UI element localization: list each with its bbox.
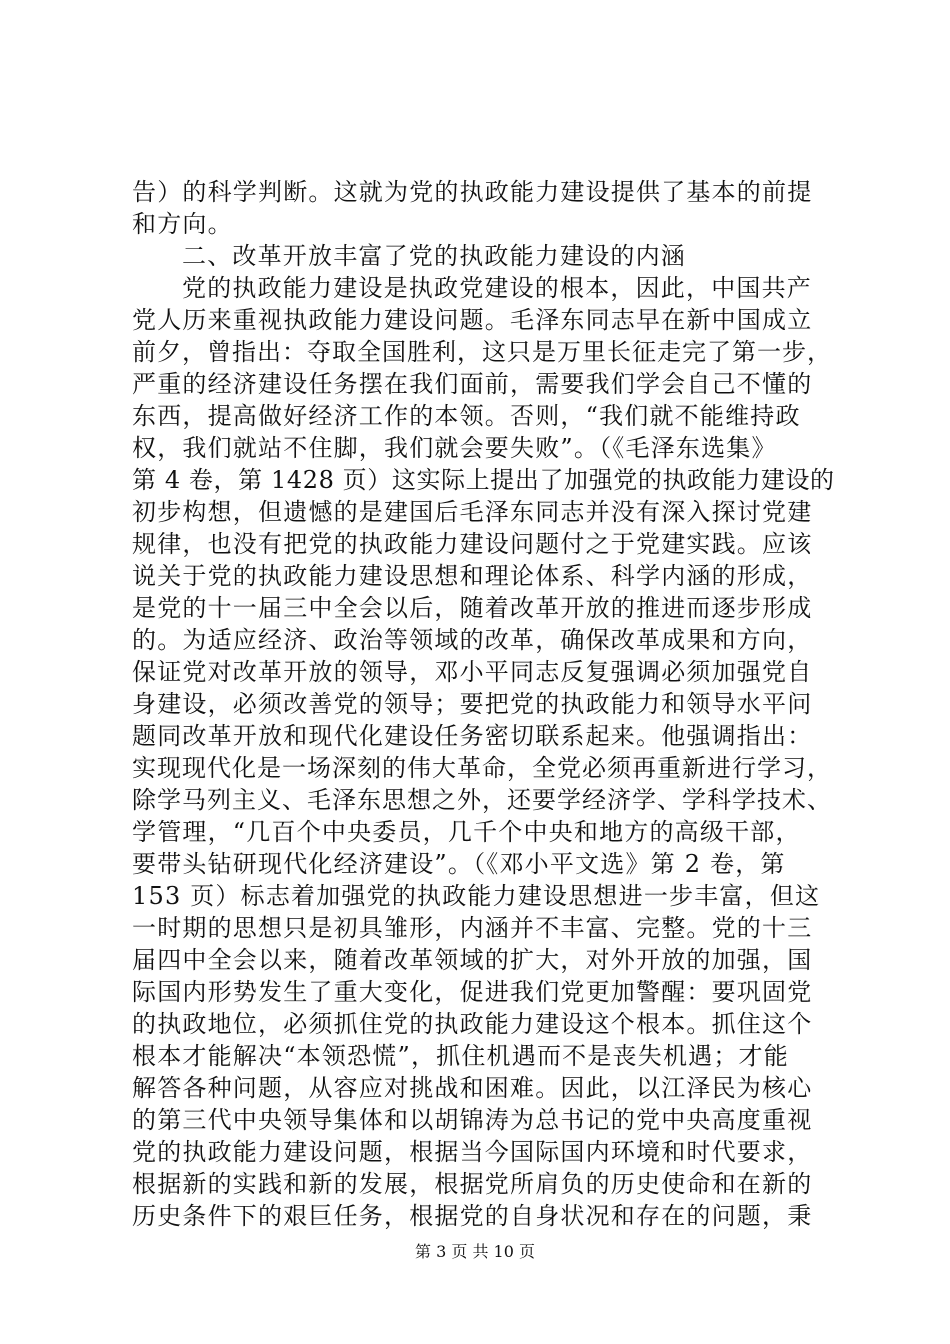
text-line: 除学马列主义、毛泽东思想之外，还要学经济学、学科学技术、 <box>132 786 832 814</box>
text-line: 届四中全会以来，随着改革领域的扩大，对外开放的加强，国 <box>132 946 813 974</box>
text-line: 的第三代中央领导集体和以胡锦涛为总书记的党中央高度重视 <box>132 1106 813 1134</box>
text-line: 严重的经济建设任务摆在我们面前，需要我们学会自己不懂的 <box>132 370 813 398</box>
text-line: 和方向。 <box>132 210 233 238</box>
text-line: 根据新的实践和新的发展，根据党所肩负的历史使命和在新的 <box>132 1170 813 1198</box>
text-line: 历史条件下的艰巨任务，根据党的自身状况和存在的问题，秉 <box>132 1202 813 1230</box>
text-line: 根本才能解决“本领恐慌”，抓住机遇而不是丧失机遇；才能 <box>132 1042 789 1070</box>
section-heading: 二、改革开放丰富了党的执政能力建设的内涵 <box>182 242 686 270</box>
text-line: 东西，提高做好经济工作的本领。否则，“我们就不能维持政 <box>132 402 801 430</box>
text-line: 规律，也没有把党的执政能力建设问题付之于党建实践。应该 <box>132 530 813 558</box>
text-line: 说关于党的执政能力建设思想和理论体系、科学内涵的形成， <box>132 562 813 590</box>
text-line: 实现现代化是一场深刻的伟大革命，全党必须再重新进行学习， <box>132 754 832 782</box>
text-line: 要带头钻研现代化经济建设”。（《邓小平文选》第 2 卷，第 <box>132 850 786 878</box>
text-line: 题同改革开放和现代化建设任务密切联系起来。他强调指出： <box>132 722 813 750</box>
text-line: 权，我们就站不住脚，我们就会要失败”。（《毛泽东选集》 <box>132 434 777 462</box>
text-line: 一时期的思想只是初具雏形，内涵并不丰富、完整。党的十三 <box>132 914 813 942</box>
text-line: 际国内形势发生了重大变化，促进我们党更加警醒：要巩固党 <box>132 978 813 1006</box>
text-line: 初步构想，但遗憾的是建国后毛泽东同志并没有深入探讨党建 <box>132 498 813 526</box>
text-line: 党的执政能力建设问题，根据当今国际国内环境和时代要求， <box>132 1138 813 1166</box>
text-line: 身建设，必须改善党的领导；要把党的执政能力和领导水平问 <box>132 690 813 718</box>
text-line: 的执政地位，必须抓住党的执政能力建设这个根本。抓住这个 <box>132 1010 813 1038</box>
page-footer: 第 3 页 共 10 页 <box>415 1242 535 1261</box>
text-line: 第 4 卷，第 1428 页）这实际上提出了加强党的执政能力建设的 <box>132 466 835 494</box>
text-line: 保证党对改革开放的领导，邓小平同志反复强调必须加强党自 <box>132 658 813 686</box>
text-line: 153 页）标志着加强党的执政能力建设思想进一步丰富，但这 <box>132 882 821 910</box>
text-line: 告）的科学判断。这就为党的执政能力建设提供了基本的前提 <box>132 178 813 206</box>
text-line: 的。为适应经济、政治等领域的改革，确保改革成果和方向， <box>132 626 813 654</box>
text-line: 是党的十一届三中全会以后，随着改革开放的推进而逐步形成 <box>132 594 813 622</box>
text-line: 解答各种问题，从容应对挑战和困难。因此，以江泽民为核心 <box>132 1074 813 1102</box>
text-line: 党人历来重视执政能力建设问题。毛泽东同志早在新中国成立 <box>132 306 813 334</box>
text-line: 学管理，“几百个中央委员，几千个中央和地方的高级干部， <box>132 818 801 846</box>
text-line: 前夕，曾指出：夺取全国胜利，这只是万里长征走完了第一步， <box>132 338 832 366</box>
text-line: 党的执政能力建设是执政党建设的根本，因此，中国共产 <box>182 274 812 302</box>
